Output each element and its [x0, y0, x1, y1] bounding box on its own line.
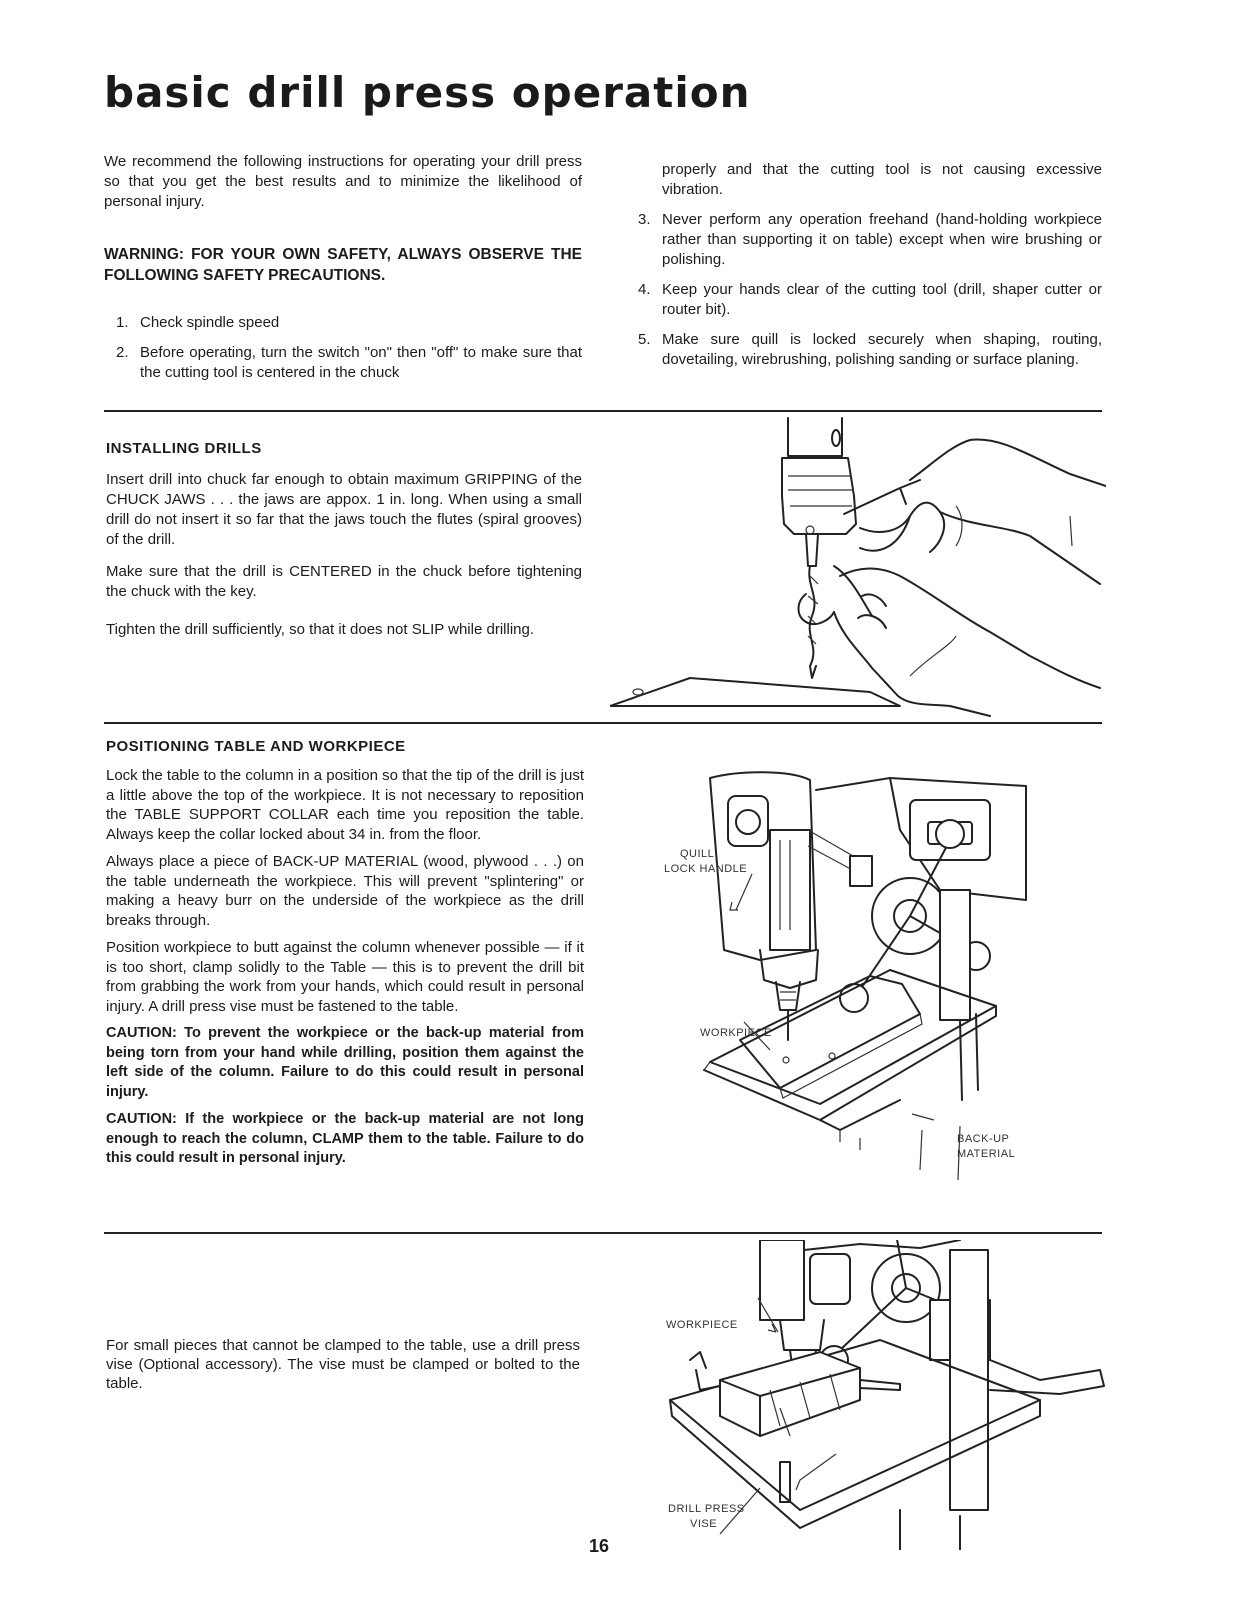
precaution-number: 1.	[116, 314, 129, 331]
precaution-item-3	[638, 210, 1102, 270]
precaution-text: properly and that the cutting tool is not causing excessive vibration.	[662, 161, 1102, 198]
warning-text: WARNING: FOR YOUR OWN SAFETY, ALWAYS OBSERVE THE FOLLOWING SAFETY PRECAUTIONS.	[104, 246, 582, 284]
workpiece-label: WORKPIECE	[700, 1027, 772, 1039]
caution-1: CAUTION: To prevent the workpiece or the back-up material from being torn from your hand while drilling, position them against the left side of the column. Failure to do this could result in personal injury.	[106, 1025, 584, 1100]
precaution-text: Never perform any operation freehand (hand-holding workpiece rather than supporting it on table) except when wire brushing or polishing.	[662, 211, 1102, 268]
chuck-key-illustration	[610, 416, 1106, 720]
intro-text: We recommend the following instructions for operating your drill press so that you get the best results and to minimize the likelihood of personal injury.	[104, 153, 582, 210]
quill-label: QUILL	[680, 848, 715, 860]
installing-paragraph-1: Insert drill into chuck far enough to obtain maximum GRIPPING of the CHUCK JAWS . . . the jaws are appox. 1 in. long. When using a small drill do not insert it so far that the jaws touch the flutes (spiral grooves) of the drill.	[106, 471, 582, 548]
positioning-paragraph-1: Lock the table to the column in a position so that the tip of the drill is just a little above the top of the workpiece. It is not necessary to reposition the TABLE SUPPORT COLLAR each time you reposition the table. Always keep the collar locked about 34 in. from the floor.	[106, 767, 584, 843]
page-number: 16	[589, 1536, 610, 1556]
vise-text: For small pieces that cannot be clamped to the table, use a drill press vise (Optional accessory). The vise must be clamped or bolted to the table.	[106, 1337, 580, 1392]
positioning-paragraph-3: Position workpiece to butt against the column whenever possible — if it is too short, clamp solidly to the Table — this is to prevent the drill bit from grabbing the work from your hands, which could result in personal injury. A drill press vise must be fastened to the table.	[106, 939, 584, 1015]
drill-press-label: DRILL PRESS	[668, 1503, 745, 1515]
section-divider	[104, 1232, 1102, 1234]
material-label: MATERIAL	[957, 1148, 1016, 1160]
precaution-number: 4.	[638, 281, 651, 298]
precaution-text: Check spindle speed	[140, 314, 280, 331]
lock-handle-label: LOCK HANDLE	[664, 863, 748, 875]
precaution-item-2-continued	[662, 160, 1102, 200]
page-title: basic drill press operation	[104, 68, 751, 117]
installing-paragraph-3: Tighten the drill sufficiently, so that it does not SLIP while drilling.	[106, 621, 535, 638]
precaution-text: Make sure quill is locked securely when shaping, routing, dovetailing, wirebrushing, polishing sanding or surface planing.	[662, 331, 1102, 368]
precaution-text: Before operating, turn the switch "on" then "off" to make sure that the cutting tool is centered in the chuck	[140, 344, 582, 381]
positioning-paragraph-2: Always place a piece of BACK-UP MATERIAL (wood, plywood . . .) on the table underneath the workpiece. This will prevent "splintering" or making a heavy burr on the underside of the workpiece as the drill breaks through.	[106, 853, 584, 929]
backup-label: BACK-UP	[957, 1133, 1010, 1145]
vise-label: VISE	[690, 1518, 718, 1530]
precaution-item-2	[116, 343, 582, 383]
section-divider	[104, 410, 1102, 412]
installing-body	[106, 470, 582, 652]
positioning-body	[106, 766, 584, 1181]
installing-paragraph-2: Make sure that the drill is CENTERED in the chuck before tightening the chuck with the key.	[106, 563, 582, 600]
precaution-number: 2.	[116, 344, 129, 361]
precaution-item-4	[638, 280, 1102, 320]
precaution-number: 5.	[638, 331, 651, 348]
section-divider	[104, 722, 1102, 724]
drill-press-workpiece-illustration	[640, 770, 1110, 1200]
installing-heading: INSTALLING DRILLS	[106, 440, 262, 457]
vise-workpiece-label: WORKPIECE	[666, 1319, 738, 1331]
precaution-item-1	[116, 313, 582, 333]
precaution-text: Keep your hands clear of the cutting tool (drill, shaper cutter or router bit).	[662, 281, 1102, 318]
precaution-number: 3.	[638, 211, 651, 228]
caution-2: CAUTION: If the workpiece or the back-up material are not long enough to reach the column, CLAMP them to the table. Failure to do this could result in personal injury.	[106, 1111, 584, 1166]
positioning-heading: POSITIONING TABLE AND WORKPIECE	[106, 738, 406, 755]
precaution-item-5	[638, 330, 1102, 370]
